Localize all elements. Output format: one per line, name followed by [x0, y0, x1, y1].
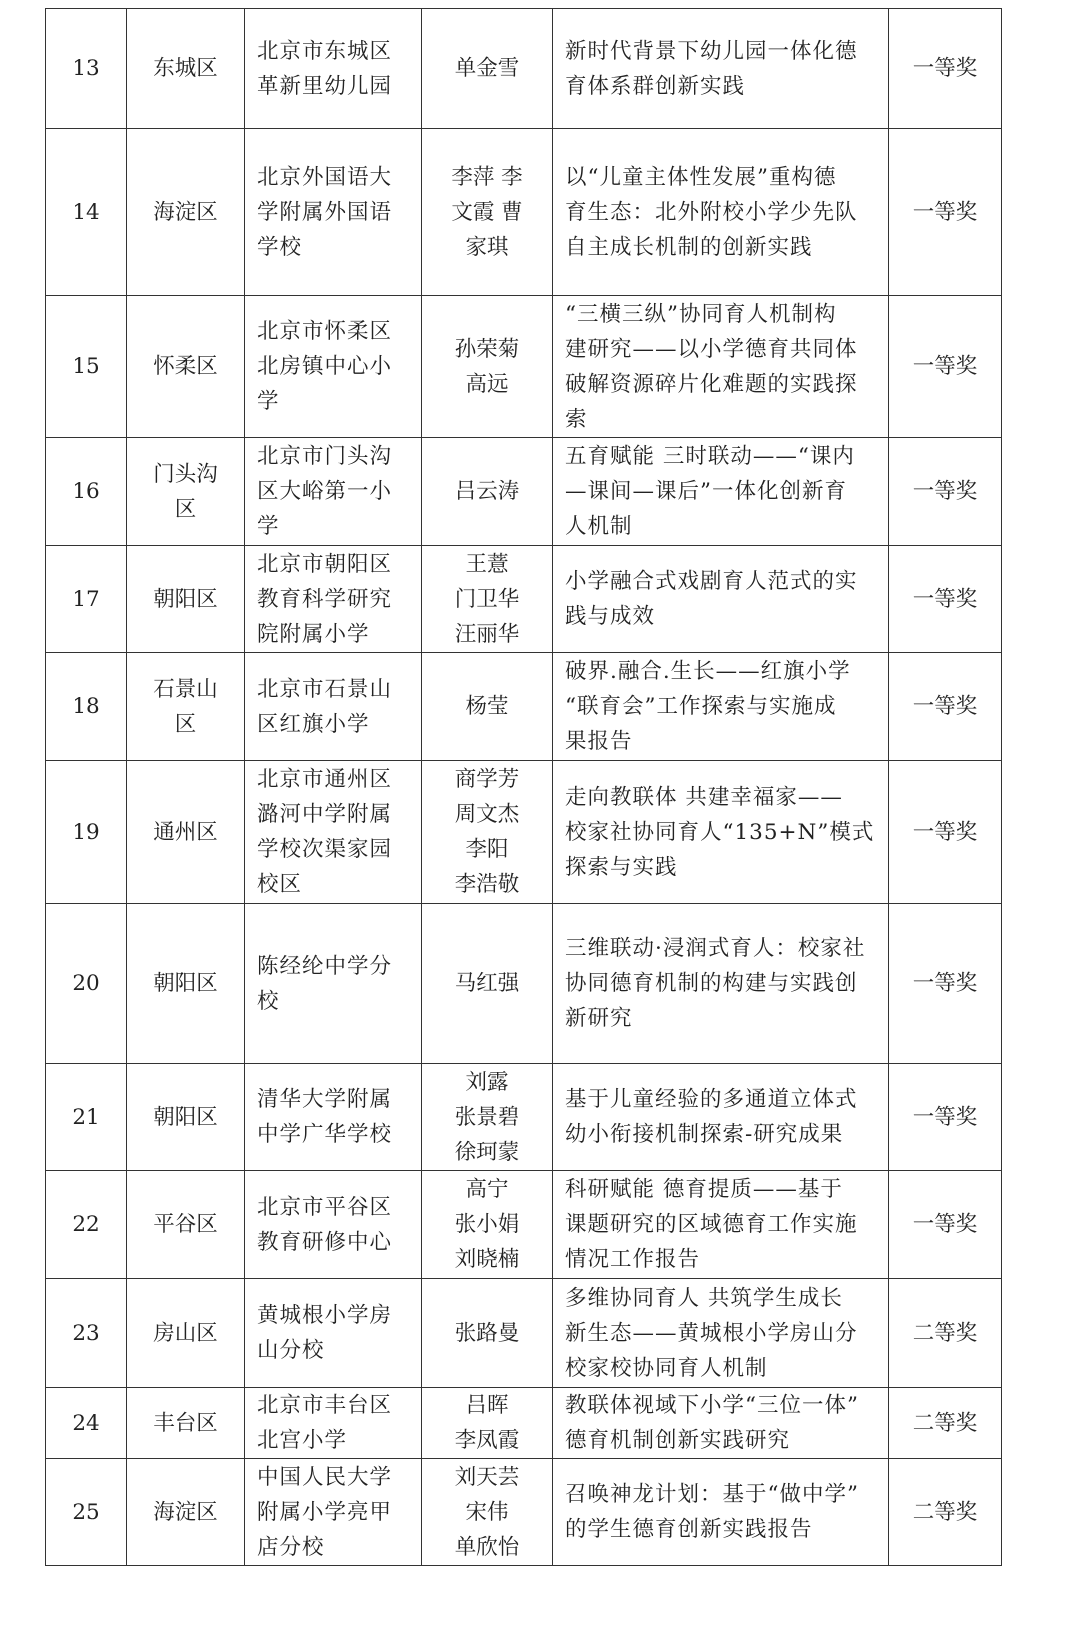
award-level: 二等奖 — [889, 1459, 1002, 1566]
project-title: 走向教联体 共建幸福家—— 校家社协同育人“135+N”模式 探索与实践 — [553, 761, 889, 904]
project-title: 以“儿童主体性发展”重构德 育生态：北外附校小学少先队 自主成长机制的创新实践 — [553, 129, 889, 296]
participants: 刘天芸 宋伟 单欣怡 — [422, 1459, 553, 1566]
table-row — [46, 129, 1002, 296]
unit: 北京外国语大 学附属外国语 学校 — [245, 129, 422, 296]
unit: 北京市朝阳区 教育科学研究 院附属小学 — [245, 546, 422, 653]
project-title: 召唤神龙计划：基于“做中学” 的学生德育创新实践报告 — [553, 1459, 889, 1566]
participants: 单金雪 — [422, 9, 553, 129]
unit: 北京市平谷区 教育研修中心 — [245, 1171, 422, 1279]
row-number: 16 — [46, 438, 127, 546]
row-number: 25 — [46, 1459, 127, 1566]
district: 朝阳区 — [127, 904, 245, 1064]
project-title: 基于儿童经验的多通道立体式 幼小衔接机制探索-研究成果 — [553, 1064, 889, 1171]
table-row — [46, 9, 1002, 129]
award-level: 一等奖 — [889, 296, 1002, 438]
district: 海淀区 — [127, 129, 245, 296]
project-title: 小学融合式戏剧育人范式的实 践与成效 — [553, 546, 889, 653]
district: 房山区 — [127, 1279, 245, 1388]
district: 通州区 — [127, 761, 245, 904]
row-number: 20 — [46, 904, 127, 1064]
participants: 李萍 李 文霞 曹 家琪 — [422, 129, 553, 296]
row-number: 22 — [46, 1171, 127, 1279]
table-row — [46, 296, 1002, 438]
participants: 商学芳 周文杰 李阳 李浩敬 — [422, 761, 553, 904]
table-row — [46, 546, 1002, 653]
project-title: 破界.融合.生长——红旗小学 “联育会”工作探索与实施成 果报告 — [553, 653, 889, 761]
row-number: 17 — [46, 546, 127, 653]
project-title: 多维协同育人 共筑学生成长 新生态——黄城根小学房山分 校家校协同育人机制 — [553, 1279, 889, 1388]
award-level: 二等奖 — [889, 1279, 1002, 1388]
project-title: 科研赋能 德育提质——基于 课题研究的区域德育工作实施 情况工作报告 — [553, 1171, 889, 1279]
award-level: 一等奖 — [889, 653, 1002, 761]
row-number: 19 — [46, 761, 127, 904]
district: 海淀区 — [127, 1459, 245, 1566]
awards-table — [45, 8, 1002, 1566]
row-number: 14 — [46, 129, 127, 296]
table-row — [46, 1279, 1002, 1388]
district: 门头沟 区 — [127, 438, 245, 546]
row-number: 21 — [46, 1064, 127, 1171]
award-level: 一等奖 — [889, 438, 1002, 546]
unit: 北京市门头沟 区大峪第一小 学 — [245, 438, 422, 546]
row-number: 23 — [46, 1279, 127, 1388]
unit: 北京市通州区 潞河中学附属 学校次渠家园 校区 — [245, 761, 422, 904]
row-number: 24 — [46, 1388, 127, 1459]
row-number: 18 — [46, 653, 127, 761]
row-number: 15 — [46, 296, 127, 438]
table-row — [46, 1064, 1002, 1171]
award-level: 一等奖 — [889, 1171, 1002, 1279]
unit: 黄城根小学房 山分校 — [245, 1279, 422, 1388]
participants: 王薏 门卫华 汪丽华 — [422, 546, 553, 653]
unit: 中国人民大学 附属小学亮甲 店分校 — [245, 1459, 422, 1566]
project-title: 新时代背景下幼儿园一体化德 育体系群创新实践 — [553, 9, 889, 129]
participants: 马红强 — [422, 904, 553, 1064]
participants: 刘露 张景碧 徐珂蒙 — [422, 1064, 553, 1171]
award-level: 一等奖 — [889, 761, 1002, 904]
unit: 北京市怀柔区 北房镇中心小 学 — [245, 296, 422, 438]
table-row — [46, 1459, 1002, 1566]
project-title: 三维联动·浸润式育人：校家社 协同德育机制的构建与实践创 新研究 — [553, 904, 889, 1064]
district: 东城区 — [127, 9, 245, 129]
award-level: 二等奖 — [889, 1388, 1002, 1459]
award-level: 一等奖 — [889, 904, 1002, 1064]
table-row — [46, 1171, 1002, 1279]
district: 平谷区 — [127, 1171, 245, 1279]
table-row — [46, 761, 1002, 904]
participants: 杨莹 — [422, 653, 553, 761]
table-row — [46, 438, 1002, 546]
unit: 北京市东城区 革新里幼儿园 — [245, 9, 422, 129]
award-level: 一等奖 — [889, 546, 1002, 653]
unit: 清华大学附属 中学广华学校 — [245, 1064, 422, 1171]
project-title: 五育赋能 三时联动——“课内 —课间—课后”一体化创新育 人机制 — [553, 438, 889, 546]
participants: 吕晖 李凤霞 — [422, 1388, 553, 1459]
table-row — [46, 904, 1002, 1064]
participants: 高宁 张小娟 刘晓楠 — [422, 1171, 553, 1279]
district: 朝阳区 — [127, 1064, 245, 1171]
award-level: 一等奖 — [889, 1064, 1002, 1171]
award-level: 一等奖 — [889, 129, 1002, 296]
award-level: 一等奖 — [889, 9, 1002, 129]
district: 朝阳区 — [127, 546, 245, 653]
unit: 北京市丰台区 北宫小学 — [245, 1388, 422, 1459]
district: 怀柔区 — [127, 296, 245, 438]
table-row — [46, 653, 1002, 761]
participants: 张路曼 — [422, 1279, 553, 1388]
project-title: “三横三纵”协同育人机制构 建研究——以小学德育共同体 破解资源碎片化难题的实践探 索 — [553, 296, 889, 438]
unit: 陈经纶中学分 校 — [245, 904, 422, 1064]
district: 石景山 区 — [127, 653, 245, 761]
unit: 北京市石景山 区红旗小学 — [245, 653, 422, 761]
participants: 吕云涛 — [422, 438, 553, 546]
participants: 孙荣菊 高远 — [422, 296, 553, 438]
project-title: 教联体视域下小学“三位一体” 德育机制创新实践研究 — [553, 1388, 889, 1459]
district: 丰台区 — [127, 1388, 245, 1459]
table-row — [46, 1388, 1002, 1459]
row-number: 13 — [46, 9, 127, 129]
